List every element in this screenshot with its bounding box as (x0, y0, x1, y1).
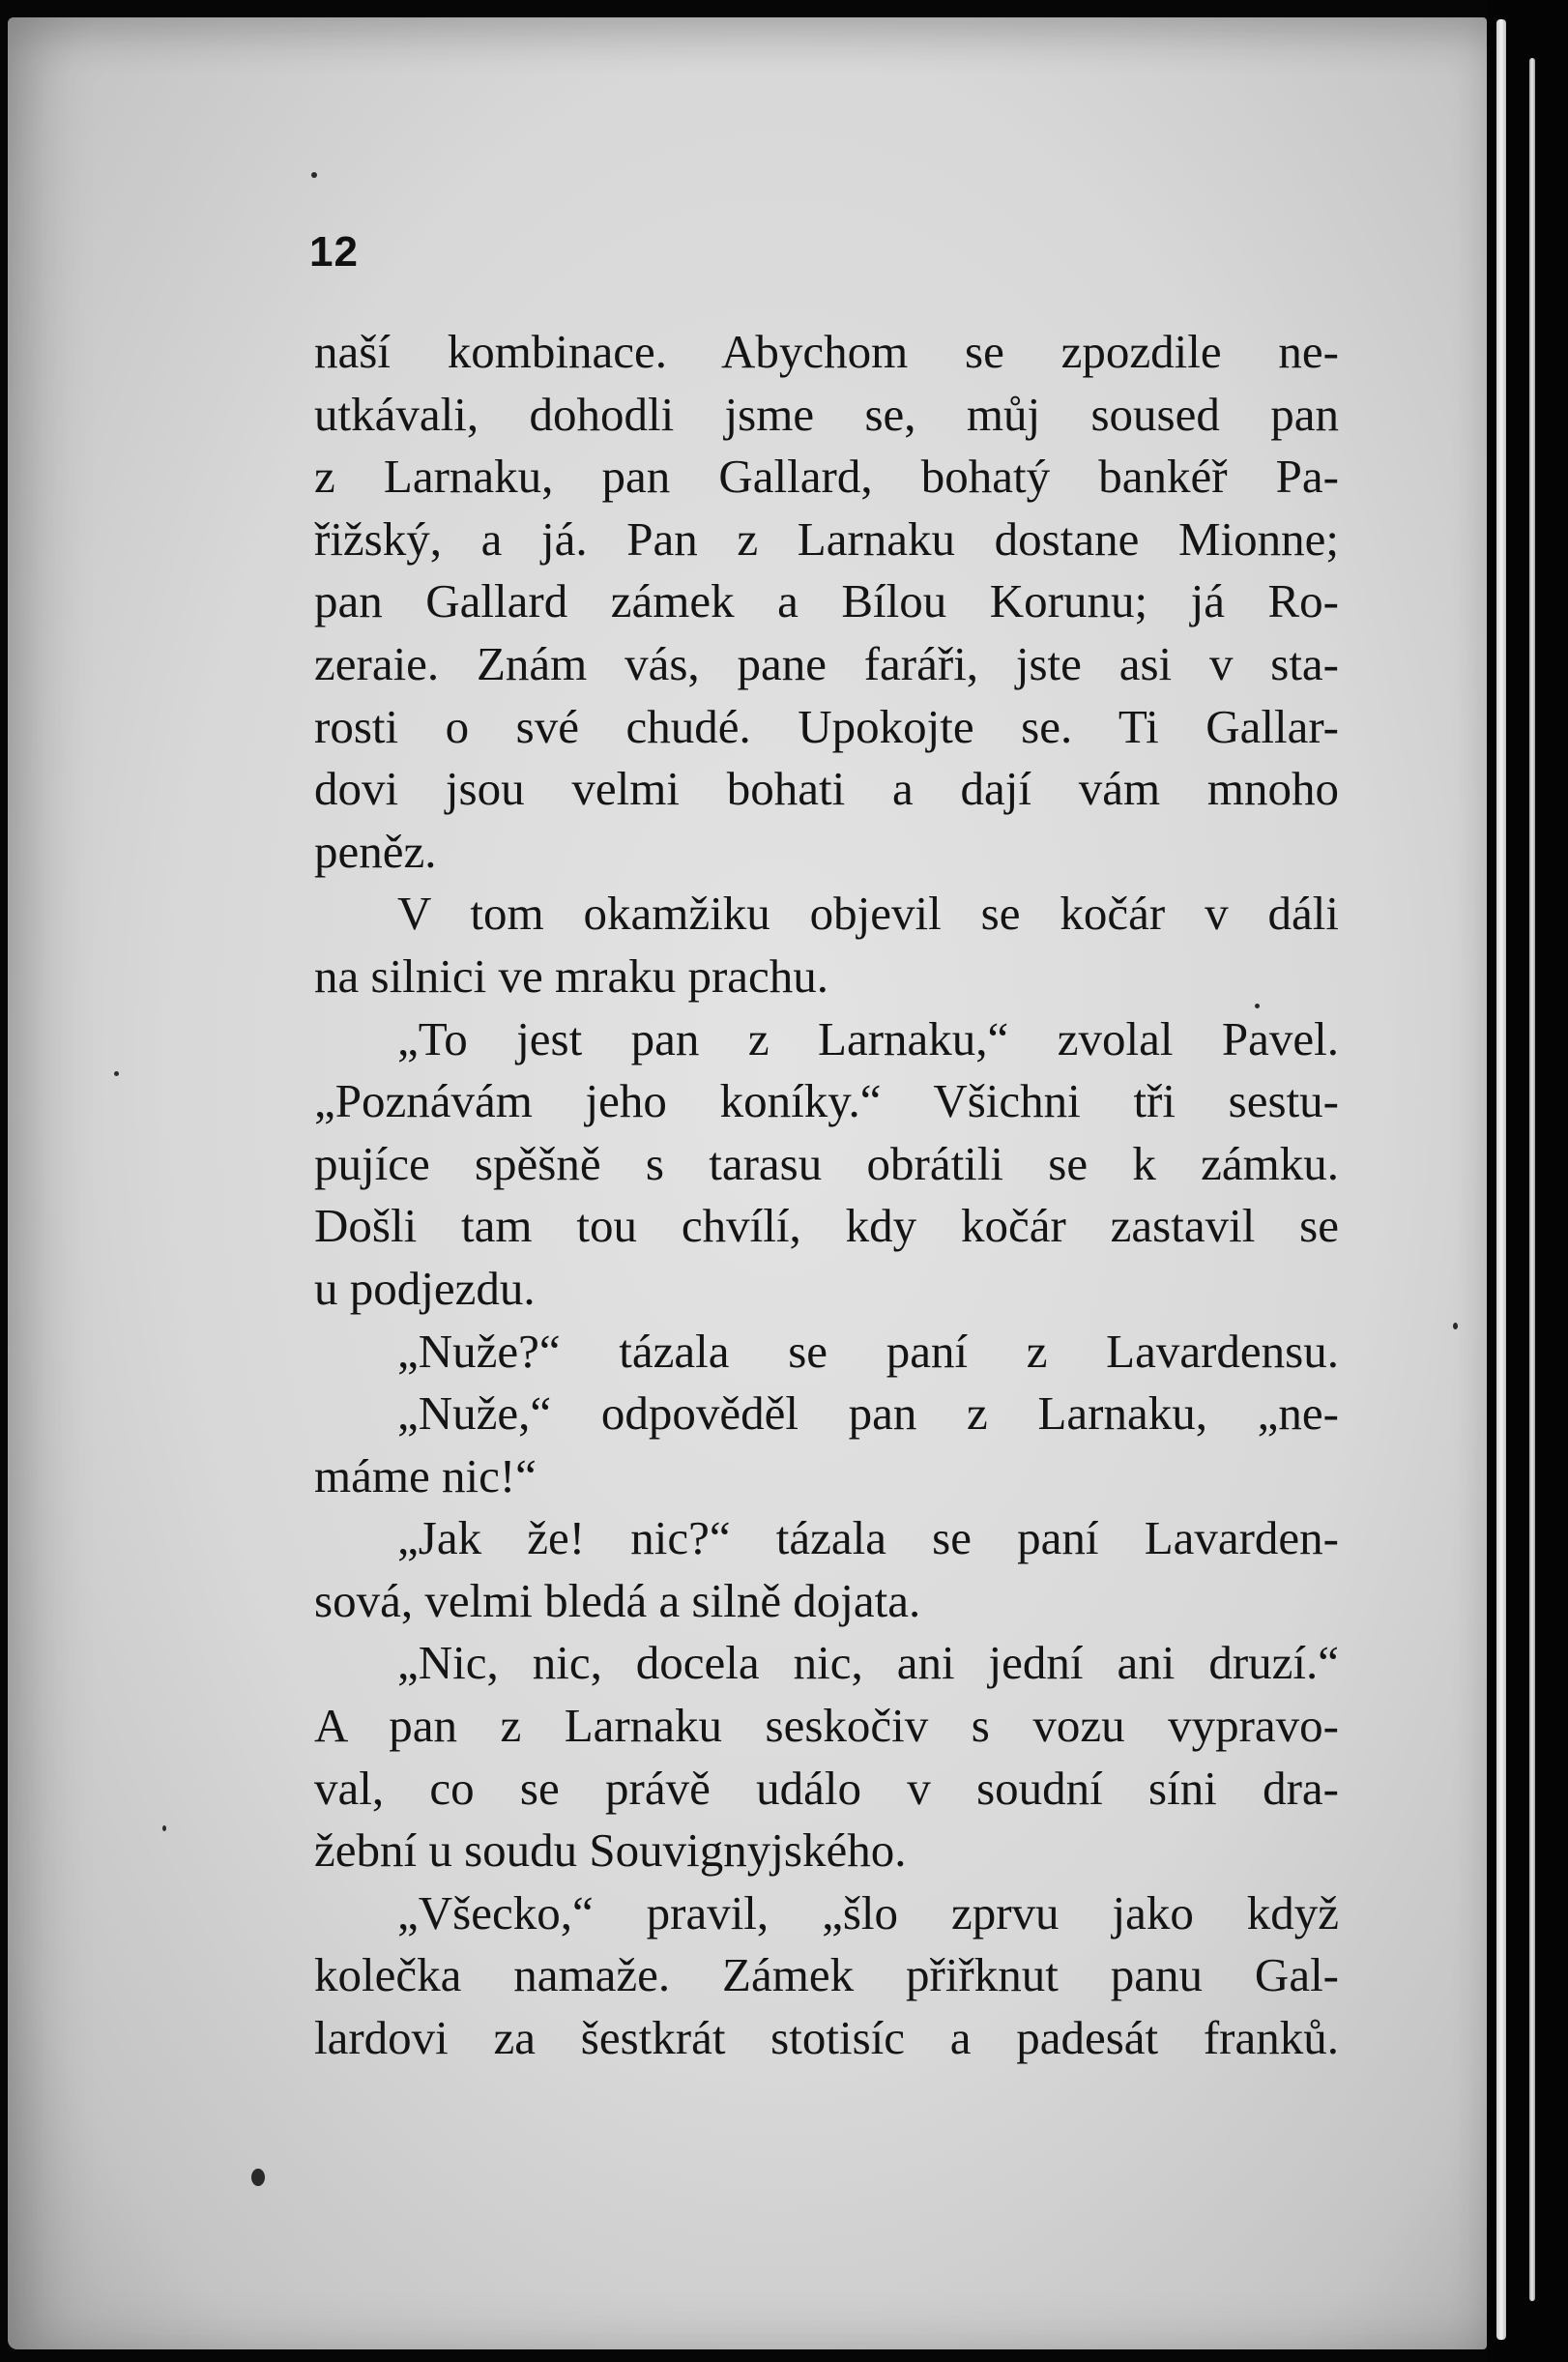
text-line: Došli tam tou chvílí, kdy kočár zastavil se (314, 1199, 1339, 1253)
text-line: z Larnaku, pan Gallard, bohatý bankéř Pa- (314, 450, 1339, 504)
paper-speck (251, 2169, 265, 2186)
text-line: „Nuže?“ tázala se paní z Lavardensu. (397, 1324, 1339, 1378)
page-number: 12 (309, 228, 359, 276)
paper-speck (162, 1825, 166, 1831)
text-line: „To jest pan z Larnaku,“ zvolal Pavel. (397, 1011, 1339, 1065)
paper-speck (1453, 1323, 1458, 1329)
fore-edge-highlight (1529, 58, 1535, 2301)
text-line: utkávali, dohodli jsme se, můj soused pan (314, 387, 1339, 441)
text-line: „Všecko,“ pravil, „šlo zprvu jako když (397, 1885, 1339, 1939)
text-line: máme nic!“ (314, 1448, 537, 1502)
text-line: „Poznávám jeho koníky.“ Všichni tři sestu- (314, 1074, 1339, 1128)
text-line: kolečka namaže. Zámek přiřknut panu Gal- (314, 1948, 1339, 2002)
text-line: pan Gallard zámek a Bílou Korunu; já Ro- (314, 574, 1339, 628)
body-text (314, 321, 1339, 2070)
paper-speck (311, 172, 317, 178)
text-line: „Jak že! nic?“ tázala se paní Lavarden- (397, 1511, 1339, 1565)
text-line: naší kombinace. Abychom se zpozdile ne- (314, 325, 1339, 378)
text-line: rosti o své chudé. Upokojte se. Ti Gallar- (314, 699, 1339, 753)
text-line: „Nic, nic, docela nic, ani jední ani druzí.“ (397, 1636, 1339, 1690)
text-line: žební u soudu Souvignyjského. (314, 1823, 907, 1878)
text-line: „Nuže,“ odpověděl pan z Larnaku, „ne- (397, 1386, 1339, 1441)
text-line: val, co se právě událo v soudní síni dra- (314, 1761, 1339, 1815)
text-line: na silnici ve mraku prachu. (314, 948, 829, 1003)
fore-edge-highlight (1496, 19, 1506, 2340)
text-line: dovi jsou velmi bohati a dají vám mnoho (314, 762, 1339, 816)
text-line: lardovi za šestkrát stotisíc a padesát franků. (314, 2011, 1339, 2065)
text-line: pujíce spěšně s tarasu obrátili se k zámku. (314, 1136, 1339, 1190)
text-line: V tom okamžiku objevil se kočár v dáli (397, 887, 1339, 941)
text-line: peněz. (314, 824, 437, 878)
text-line: sová, velmi bledá a silně dojata. (314, 1573, 921, 1627)
text-line: A pan z Larnaku seskočiv s vozu vypravo- (314, 1699, 1339, 1753)
paper-speck (114, 1071, 119, 1076)
text-line: zeraie. Znám vás, pane faráři, jste asi v sta- (314, 636, 1339, 690)
text-line: u podjezdu. (314, 1261, 536, 1315)
text-line: řižský, a já. Pan z Larnaku dostane Mionne; (314, 511, 1339, 566)
